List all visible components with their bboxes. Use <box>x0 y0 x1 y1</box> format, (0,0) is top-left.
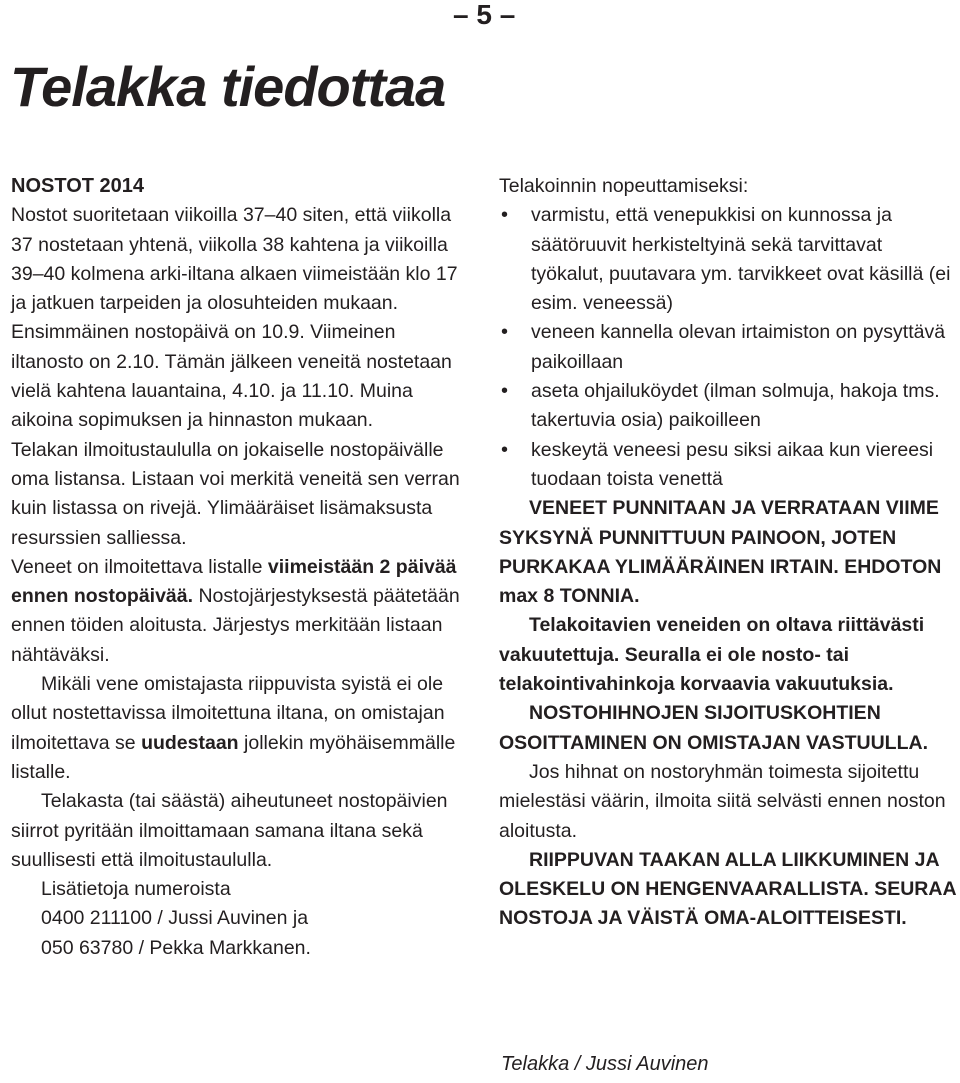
rescheduling-text-a: Mikäli vene omistajasta riippuvista syistä ei ole ollut nostettavissa ilmoitettuna iltana, on omistajan ilmoitettava se <box>11 673 445 754</box>
schedule-paragraph: Nostot suoritetaan viikoilla 37–40 siten, että viikolla 37 nostetaan yhtenä, viikolla 38 kahtena ja viikoilla 39–40 kolmena arki-iltana alkaen viimeistään klo 17 ja jatkuen tarpeiden ja olosuhteiden mukaan. Ensimmäinen nostopäivä on 10.9. Viimeinen iltanosto on 2.10. Tämän jälkeen veneitä nostetaan vielä kahtena lauantaina, 4.10. ja 11.10. Muina aikoina sopimuksen ja hinnaston mukaan. <box>11 204 458 432</box>
postponement-paragraph: Telakasta (tai säästä) aiheutuneet nostopäivien siirrot pyritään ilmoittamaan samana iltana sekä suullisesti että ilmoitustaululla. <box>11 790 448 871</box>
deadline-text-a: Veneet on ilmoitettava listalle <box>11 555 263 578</box>
strap-notice: NOSTOHIHNOJEN SIJOITUSKOHTIEN OSOITTAMINEN ON OMISTAJAN VASTUULLA. <box>499 702 928 754</box>
contact-line-2: 050 63780 / Pekka Markkanen. <box>41 936 311 959</box>
left-column <box>11 172 473 963</box>
tips-list <box>499 201 959 494</box>
list-item: • aseta ohjailuköydet (ilman solmuja, hakoja tms. takertuvia osia) paikoilleen <box>499 377 959 436</box>
deadline-emphasis: viimeistään 2 päivää ennen nostopäivää. <box>11 555 457 608</box>
contact-intro: Lisätietoja numeroista <box>41 878 231 901</box>
list-item: • varmistu, että venepukkisi on kunnossa ja säätöruuvit herkisteltyinä sekä tarvittavat työkalut, puutavara ym. tarvikkeet ovat käsillä (ei esim. veneessä) <box>499 201 959 318</box>
rescheduling-paragraph <box>11 670 473 787</box>
right-column <box>499 172 959 934</box>
list-item: • keskeytä veneesi pesu siksi aikaa kun viereesi tuodaan toista venettä <box>499 436 959 495</box>
insurance-notice: Telakoitavien veneiden on oltava riittävästi vakuutettuja. Seuralla ei ole nosto- tai telakointivahinkoja korvaavia vakuutuksia. <box>499 614 925 696</box>
page-number: – 5 – <box>453 0 516 30</box>
weigh-notice: VENEET PUNNITAAN JA VERRATAAN VIIME SYKSYNÄ PUNNITTUUN PAINOON, JOTEN PURKAKAA YLIMÄÄRÄINEN IRTAIN. EHDOTON max 8 TONNIA. <box>499 497 942 608</box>
signature: Telakka / Jussi Auvinen <box>501 1053 709 1075</box>
list-paragraph: Telakan ilmoitustaululla on jokaiselle nostopäivälle oma listansa. Listaan voi merkitä veneitä sen verran kuin listassa on rivejä. Ylimääräiset lisämaksusta resurssien salliessa. <box>11 438 460 549</box>
tips-intro: Telakoinnin nopeuttamiseksi: <box>499 175 749 197</box>
rescheduling-emphasis: uudestaan <box>141 731 239 754</box>
strap-advice: Jos hihnat on nostoryhmän toimesta sijoitettu mielestäsi väärin, ilmoita siitä selvästi ennen noston aloitusta. <box>499 760 946 842</box>
section-title: NOSTOT 2014 <box>11 175 145 197</box>
list-item: • veneen kannella olevan irtaimiston on pysyttävä paikoillaan <box>499 318 959 377</box>
danger-notice: RIIPPUVAN TAAKAN ALLA LIIKKUMINEN JA OLESKELU ON HENGENVAARALLISTA. SEURAA NOSTOJA JA VÄISTÄ OMA-ALOITTEISESTI. <box>499 848 956 930</box>
rescheduling-text-b: jollekin myöhäisemmälle listalle. <box>11 731 456 783</box>
contact-line-1: 0400 211100 / Jussi Auvinen ja <box>41 907 309 930</box>
page-headline: Telakka tiedottaa <box>10 55 446 118</box>
deadline-text-b: Nostojärjestyksestä päätetään ennen töiden aloitusta. Järjestys merkitään listaan nähtäväksi. <box>11 585 460 666</box>
deadline-paragraph <box>11 553 473 670</box>
